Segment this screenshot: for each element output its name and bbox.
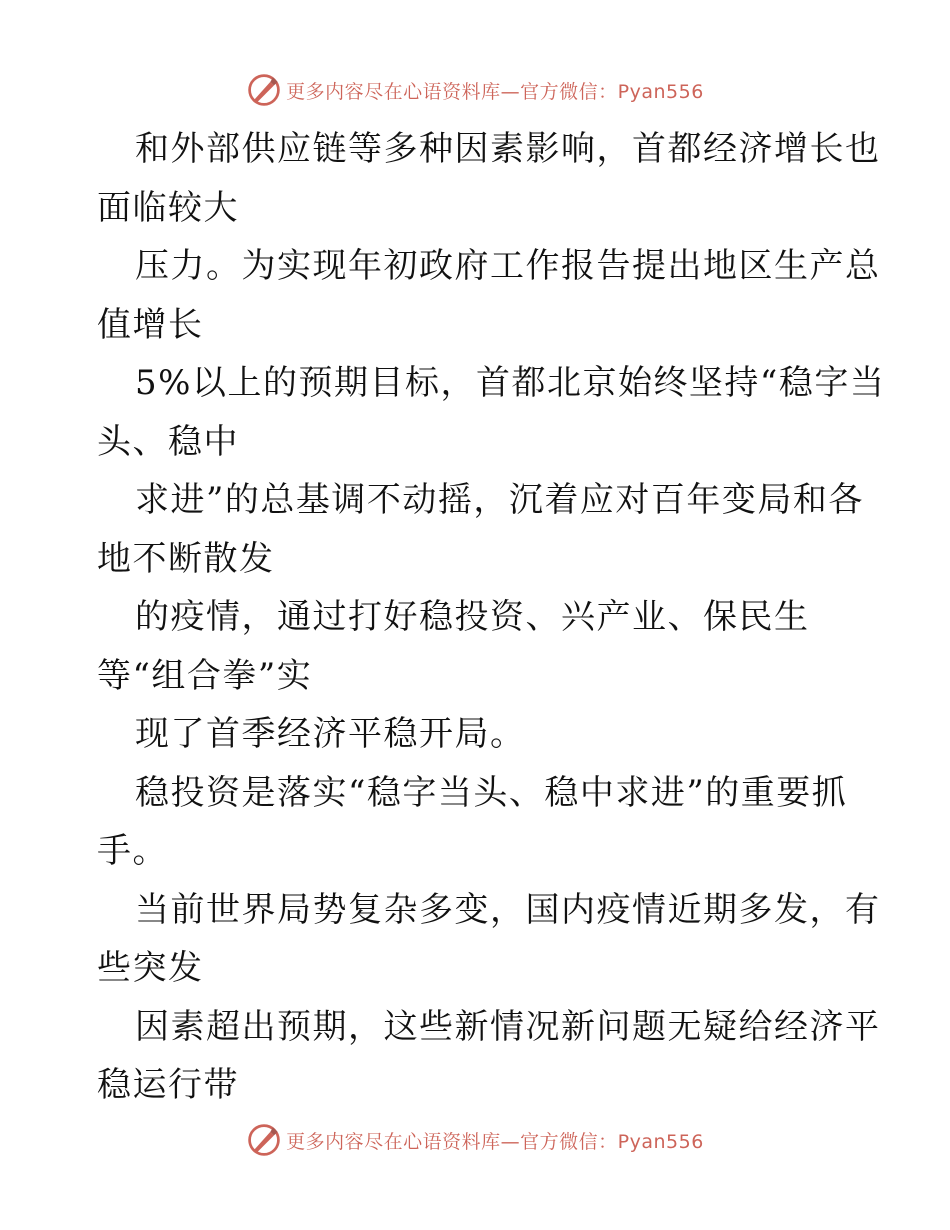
paragraph-7: 稳投资是落实“稳字当头、稳中求进”的重要抓 手。 [97,772,848,871]
watermark-footer [0,1120,950,1160]
document-body [97,120,886,1115]
watermark-header [0,70,950,110]
watermark-text: 更多内容尽在心语资料库—官方微信：Pyan556 [286,80,704,103]
paragraph-6: 现了首季经济平稳开局。 [135,714,526,754]
paragraph-3: 5%以上的预期目标，首都北京始终坚持“稳字当 头、稳中 [97,363,886,462]
pen-logo-icon [246,72,282,108]
paragraph-1: 和外部供应链等多种因素影响，首都经济增长也 面临较大 [97,129,881,228]
watermark-text: 更多内容尽在心语资料库—官方微信：Pyan556 [286,1130,704,1153]
paragraph-8: 当前世界局势复杂多变，国内疫情近期多发，有 些突发 [97,889,881,988]
paragraph-4: 求进”的总基调不动摇，沉着应对百年变局和各 地不断散发 [97,480,864,579]
paragraph-2: 压力。为实现年初政府工作报告提出地区生产总 值增长 [97,246,881,345]
paragraph-9: 因素超出预期，这些新情况新问题无疑给经济平 稳运行带 [97,1006,881,1105]
paragraph-5: 的疫情，通过打好稳投资、兴产业、保民生 等“组合拳”实 [97,597,810,696]
pen-logo-icon [246,1122,282,1158]
